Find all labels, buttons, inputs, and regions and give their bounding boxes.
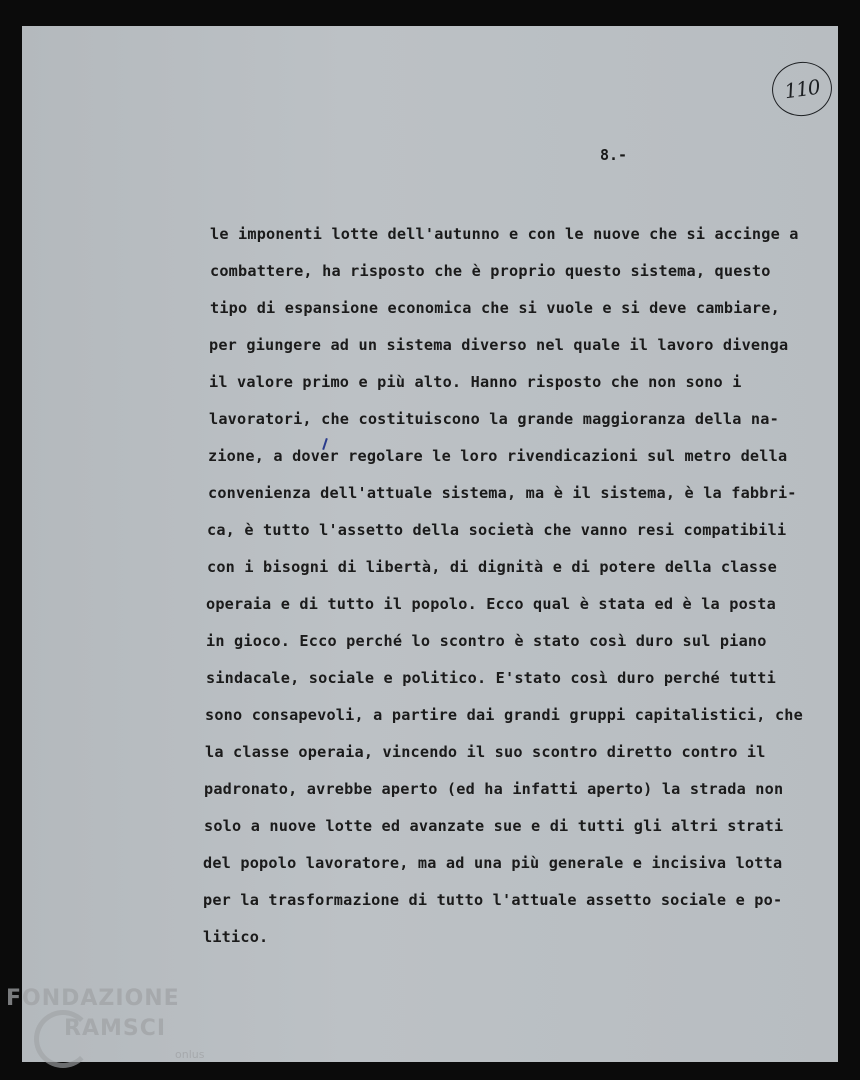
text-line: lavoratori, che costituiscono la grande maggioranza della na-	[209, 410, 779, 428]
text-line: tipo di espansione economica che si vuole e si deve cambiare,	[210, 299, 780, 317]
text-line: ca, è tutto l'assetto della società che vanno resi compatibili	[207, 521, 787, 539]
text-line: in gioco. Ecco perché lo scontro è stato così duro sul piano	[206, 632, 767, 650]
text-line: sindacale, sociale e politico. E'stato così duro perché tutti	[206, 669, 776, 687]
text-line: padronato, avrebbe aperto (ed ha infatti aperto) la strada non	[204, 780, 784, 798]
page-number: 8.-	[600, 146, 628, 164]
folio-stamp	[769, 58, 836, 120]
text-line: per la trasformazione di tutto l'attuale assetto sociale e po-	[203, 891, 783, 909]
text-line: sono consapevoli, a partire dai grandi gruppi capitalistici, che	[205, 706, 803, 724]
watermark-line1: FONDAZIONE	[6, 986, 180, 1011]
watermark-line2: RAMSCI	[64, 1016, 167, 1041]
folio-number: 110	[782, 74, 822, 104]
watermark-line3: onlus	[175, 1048, 205, 1061]
text-line: del popolo lavoratore, ma ad una più generale e incisiva lotta	[203, 854, 783, 872]
text-line: convenienza dell'attuale sistema, ma è il sistema, è la fabbri-	[208, 484, 797, 502]
text-line: per giungere ad un sistema diverso nel quale il lavoro divenga	[209, 336, 789, 354]
watermark-logo	[0, 986, 220, 1076]
text-line: con i bisogni di libertà, di dignità e di potere della classe	[207, 558, 777, 576]
text-line: operaia e di tutto il popolo. Ecco qual è stata ed è la posta	[206, 595, 776, 613]
text-line: le imponenti lotte dell'autunno e con le nuove che si accinge a	[210, 225, 799, 243]
text-line: zione, a dover regolare le loro rivendicazioni sul metro della	[208, 447, 788, 465]
text-line: il valore primo e più alto. Hanno risposto che non sono i	[209, 373, 742, 391]
document-page	[22, 26, 838, 1062]
text-line: combattere, ha risposto che è proprio questo sistema, questo	[210, 262, 771, 280]
text-line: la classe operaia, vincendo il suo scontro diretto contro il	[205, 743, 766, 761]
text-line: litico.	[203, 928, 269, 946]
text-line: solo a nuove lotte ed avanzate sue e di tutti gli altri strati	[204, 817, 784, 835]
